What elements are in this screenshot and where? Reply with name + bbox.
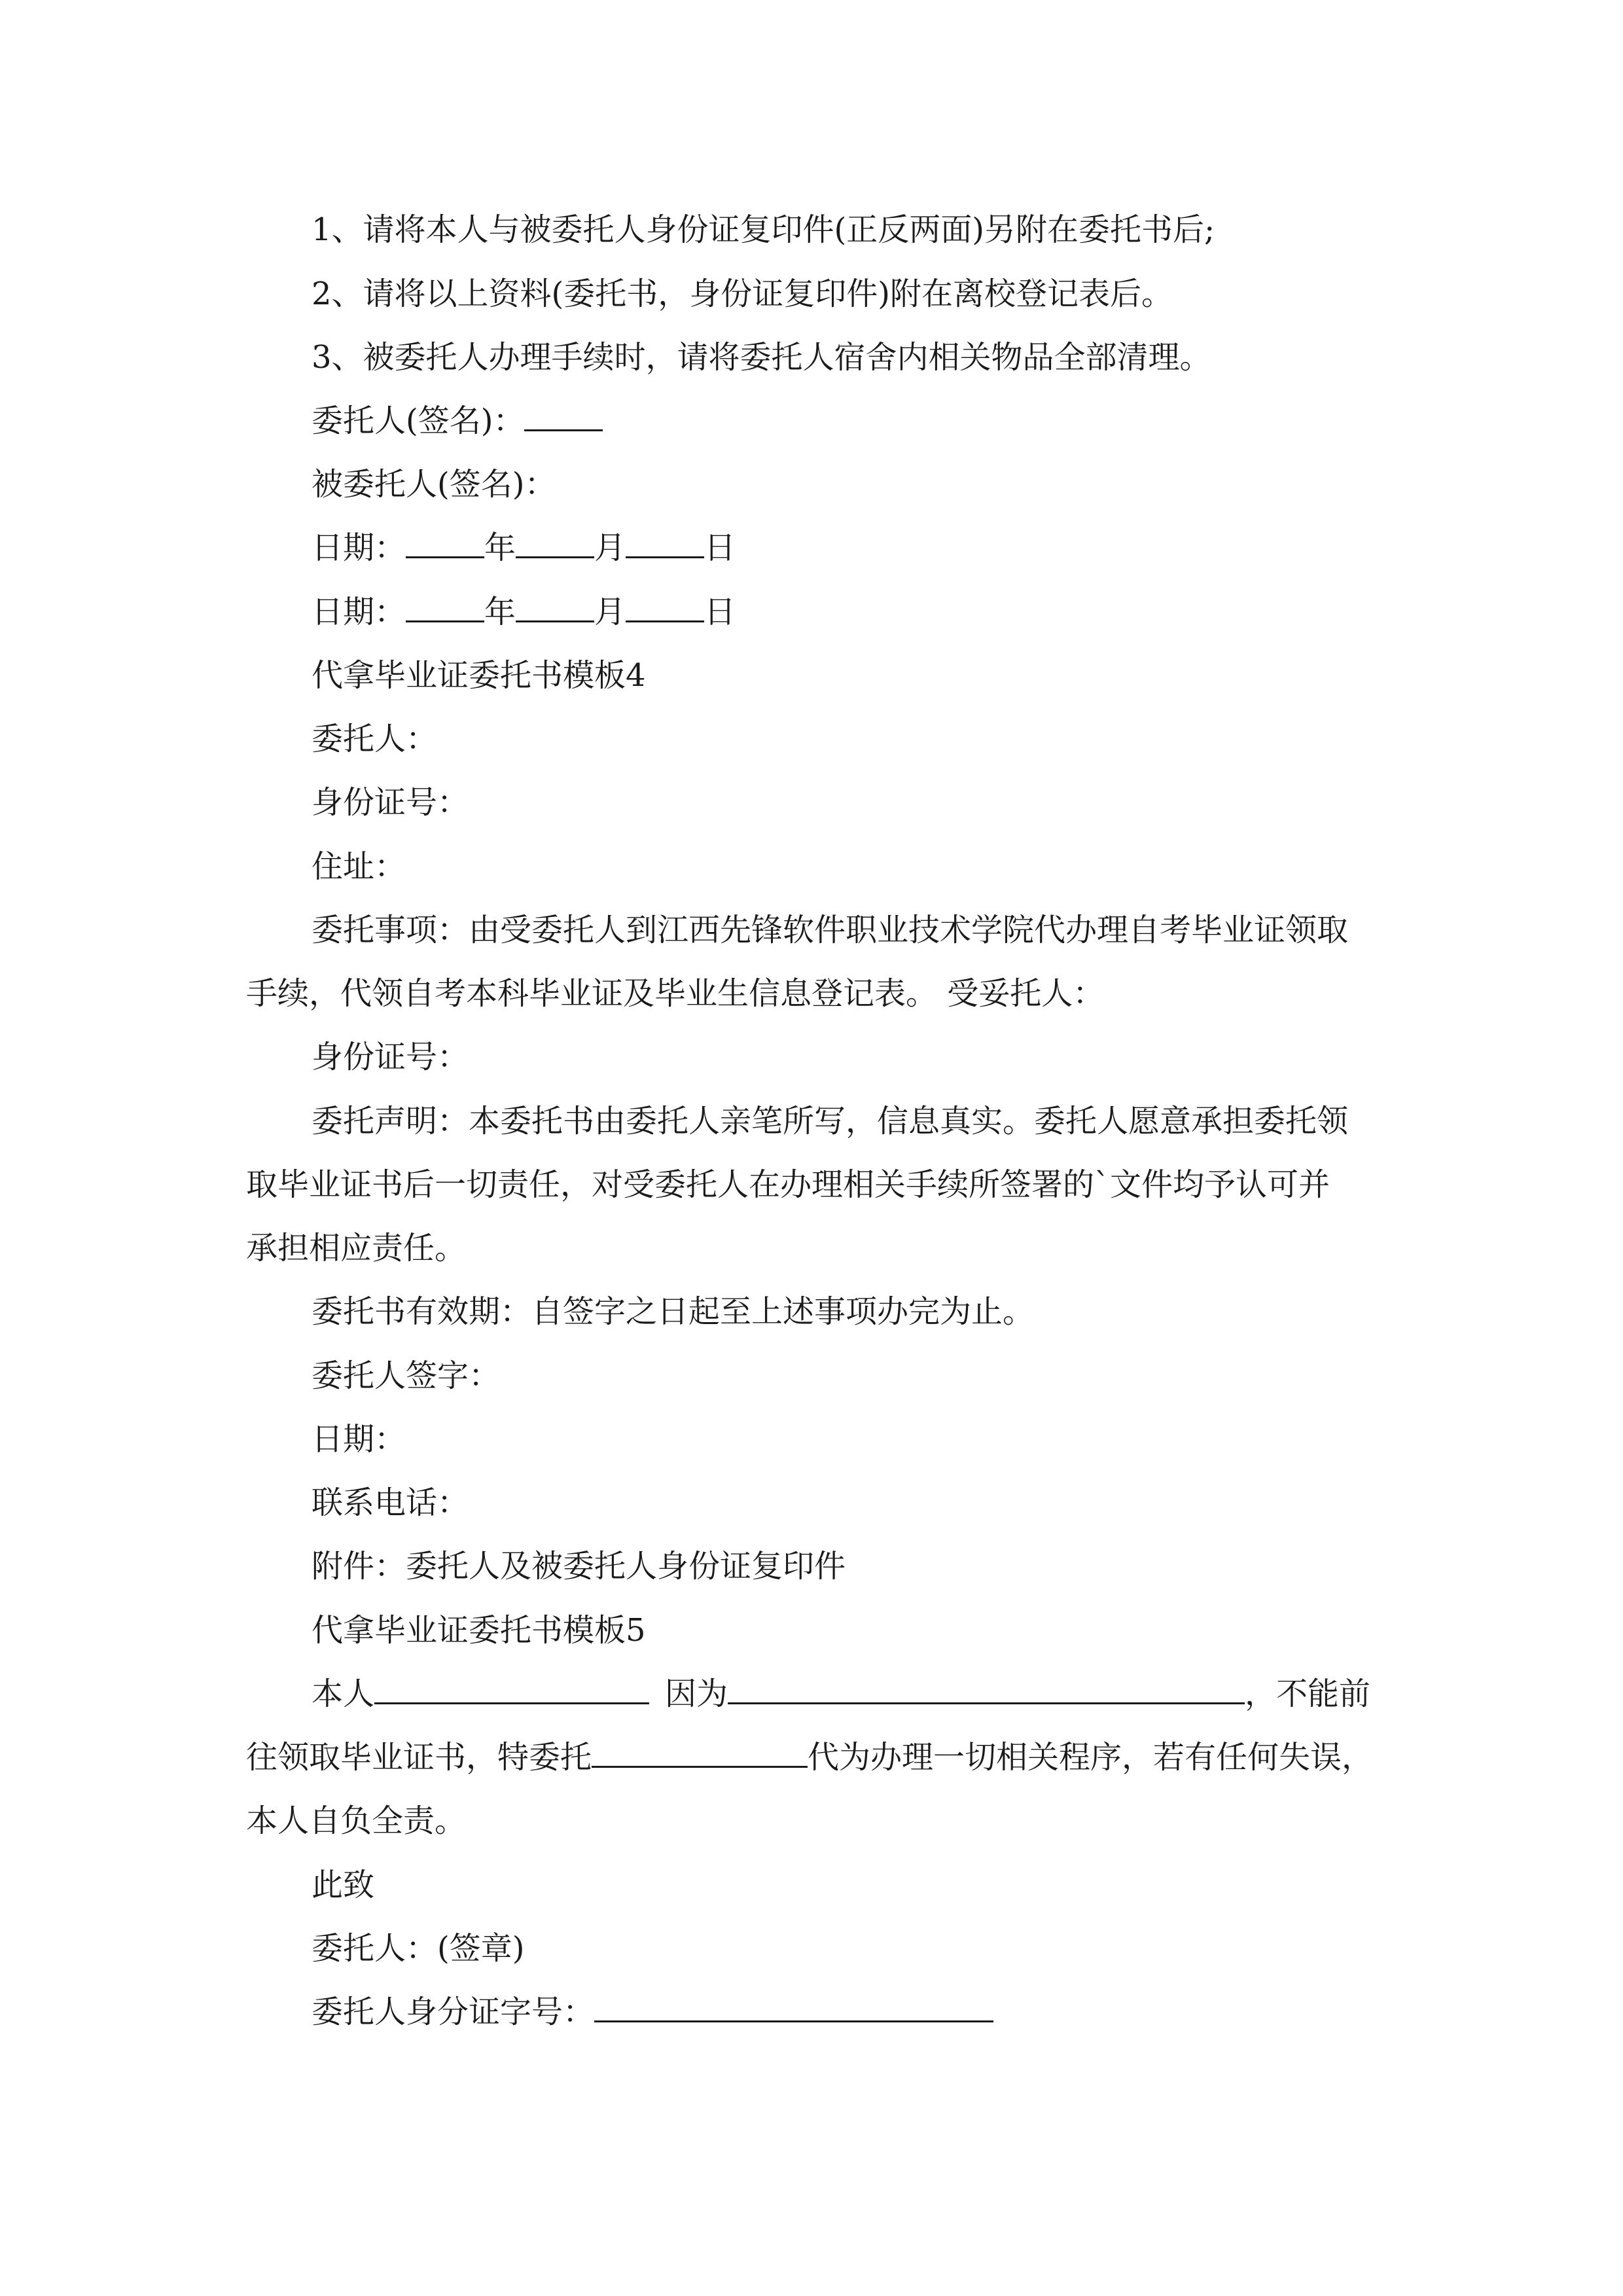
template4-principal-text: 委托人： (312, 721, 438, 757)
template5-title (0, 1598, 1623, 1662)
note-item-3-text: 3、被委托人办理手续时，请将委托人宿舍内相关物品全部清理。 (312, 339, 1211, 376)
principal-signature-label: 委托人(签名)： (312, 403, 525, 439)
template5-line3-text: 本人自负全责。 (246, 1803, 467, 1839)
year-label: 年 (484, 594, 516, 630)
template4-attachment-text: 附件：委托人及被委托人身份证复印件 (312, 1548, 846, 1585)
template5-line-3 (0, 1789, 1623, 1853)
date-line-1 (0, 516, 1623, 580)
template5-line1-because: 因为 (665, 1676, 728, 1712)
template4-statement-text-2: 取毕业证书后一切责任，对受委托人在办理相关手续所签署的`文件均予认可并 (246, 1166, 1330, 1203)
month-blank (516, 581, 594, 622)
principal-signature-line (0, 389, 1623, 453)
template4-address-text: 住址： (312, 848, 406, 885)
template4-agent-id-text: 身份证号： (312, 1039, 469, 1075)
template5-reason-blank (728, 1663, 1245, 1704)
template5-principal-id (0, 1980, 1623, 2044)
year-blank (406, 517, 484, 558)
agent-signature-label: 被委托人(签名)： (312, 466, 556, 503)
day-label: 日 (704, 529, 736, 566)
note-item-2-text: 2、请将以上资料(委托书，身份证复印件)附在离校登记表后。 (312, 276, 1173, 312)
note-item-1-text: 1、请将本人与被委托人身份证复印件(正反两面)另附在委托书后; (312, 211, 1215, 248)
template4-statement-line-1 (0, 1089, 1623, 1153)
template5-principal-seal-text: 委托人：(签章) (312, 1930, 525, 1967)
template4-id-number-text: 身份证号： (312, 784, 469, 821)
day-blank (626, 517, 704, 558)
date-label: 日期： (312, 529, 406, 566)
template5-title-text: 代拿毕业证委托书模板5 (312, 1612, 646, 1649)
month-label: 月 (594, 594, 626, 630)
template5-line1-cannot: ，不能前 (1245, 1676, 1371, 1712)
template4-phone-text: 联系电话： (312, 1484, 469, 1521)
template4-id-number (0, 770, 1623, 834)
template4-matter-text-1: 委托事项：由受委托人到江西先锋软件职业技术学院代办理自考毕业证领取 (312, 912, 1349, 948)
template4-date-text: 日期： (312, 1421, 406, 1458)
template5-line-2 (0, 1725, 1623, 1789)
note-item-1 (0, 198, 1623, 262)
template4-statement-line-3 (0, 1216, 1623, 1280)
template4-title-text: 代拿毕业证委托书模板4 (312, 657, 646, 694)
template4-signature-text: 委托人签字： (312, 1357, 501, 1394)
note-item-2 (0, 262, 1623, 326)
date-label: 日期： (312, 594, 406, 630)
template4-statement-line-2 (0, 1153, 1623, 1217)
day-blank (626, 581, 704, 622)
template4-date (0, 1407, 1623, 1471)
template4-validity-text: 委托书有效期：自签字之日起至上述事项办完为止。 (312, 1293, 1035, 1330)
template4-phone (0, 1471, 1623, 1535)
note-item-3 (0, 325, 1623, 389)
template4-statement-text-3: 承担相应责任。 (246, 1230, 467, 1266)
template4-principal (0, 707, 1623, 771)
template4-title (0, 643, 1623, 708)
template5-line2-entrust: 往领取毕业证书，特委托 (246, 1739, 592, 1776)
year-label: 年 (484, 529, 516, 566)
month-label: 月 (594, 529, 626, 566)
template4-signature (0, 1344, 1623, 1408)
template5-principal-id-label: 委托人身分证字号： (312, 1994, 595, 2030)
template4-matter-text-2: 手续，代领自考本科毕业证及毕业生信息登记表。 受妥托人： (246, 975, 1105, 1012)
template5-principal-seal (0, 1916, 1623, 1981)
principal-signature-blank (524, 390, 603, 431)
template5-line1-self: 本人 (312, 1676, 375, 1712)
template4-matter-line-2 (0, 961, 1623, 1026)
month-blank (516, 517, 594, 558)
template5-agent-blank (592, 1727, 808, 1768)
year-blank (406, 581, 484, 622)
template5-regards-text: 此致 (312, 1867, 375, 1903)
template4-statement-text-1: 委托声明：本委托书由委托人亲笔所写，信息真实。委托人愿意承担委托领 (312, 1103, 1349, 1139)
day-label: 日 (704, 594, 736, 630)
template4-address (0, 834, 1623, 899)
template5-line-1 (0, 1662, 1623, 1726)
template5-principal-id-blank (594, 1981, 993, 2022)
template4-agent-id (0, 1025, 1623, 1089)
template4-attachment (0, 1534, 1623, 1598)
agent-signature-line (0, 452, 1623, 516)
template4-matter-line-1 (0, 898, 1623, 962)
template4-validity (0, 1280, 1623, 1344)
template5-regards (0, 1853, 1623, 1917)
date-line-2 (0, 580, 1623, 644)
template5-name-blank (374, 1663, 649, 1704)
template5-line2-handle: 代为办理一切相关程序，若有任何失误， (808, 1739, 1374, 1776)
